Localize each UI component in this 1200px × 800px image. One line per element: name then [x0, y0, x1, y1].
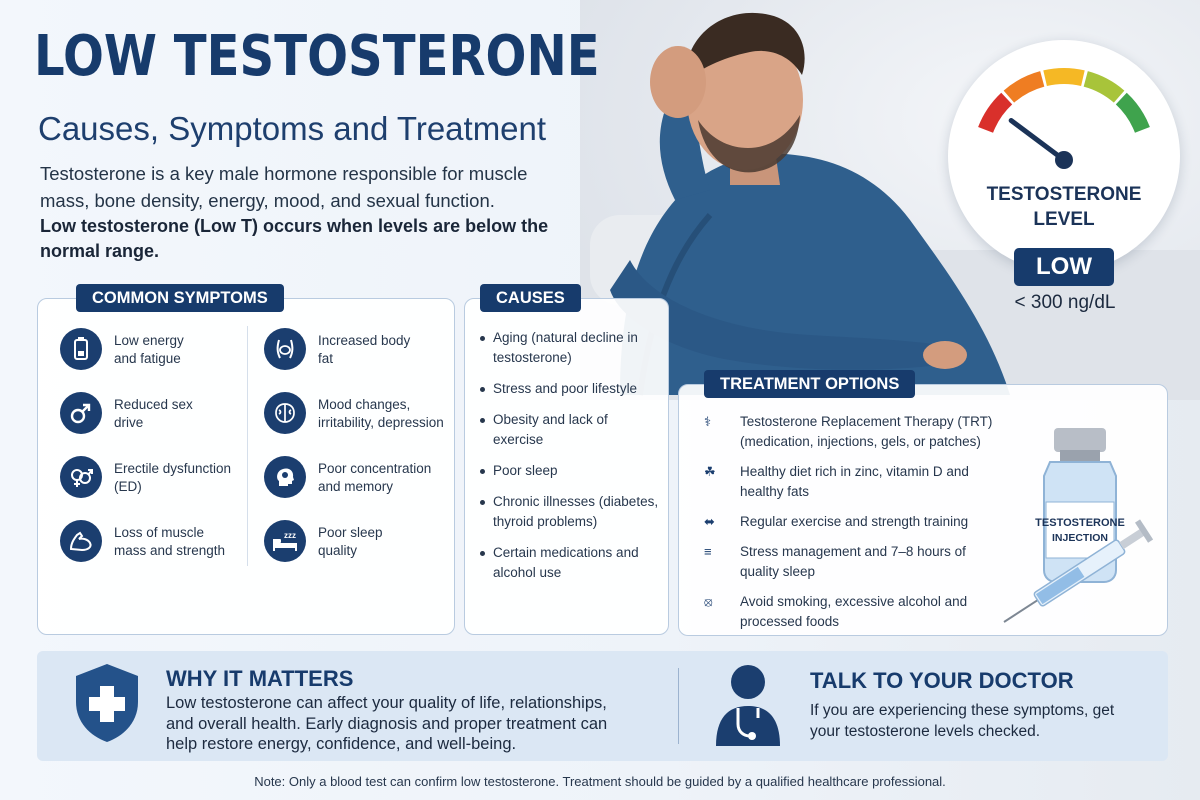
cause-item: Obesity and lack of exercise [480, 410, 660, 450]
testosterone-gauge [948, 40, 1180, 272]
page-title: LOW TESTOSTERONE [34, 24, 600, 89]
vial-label-line1: TESTOSTERONE [1035, 517, 1125, 529]
cause-item: Poor sleep [480, 461, 660, 481]
low-status-badge: LOW [1014, 248, 1114, 286]
shield-cross-icon [72, 662, 142, 749]
cause-item: Certain medications and alcohol use [480, 543, 660, 583]
bed-sleep-icon [264, 520, 306, 562]
gauge-label [948, 182, 1180, 232]
gauge-segment [1045, 76, 1083, 78]
treatment-item [704, 512, 1004, 532]
symptom-label: Poor sleep quality [318, 525, 383, 558]
symptom-label: Low energy and fatigue [114, 333, 184, 366]
dumbbell-icon: ⬌ [704, 514, 715, 529]
gauge-label-line1: TESTOSTERONE [986, 184, 1142, 205]
why-it-matters-title: WHY IT MATTERS [166, 666, 354, 691]
gauge-needle [1011, 120, 1064, 160]
cause-item: Chronic illnesses (diabetes, thyroid problems) [480, 492, 660, 532]
male-symbol-icon [60, 392, 102, 434]
symptom-item [264, 456, 431, 498]
treatment-label: Stress management and 7–8 hours of quality sleep [740, 544, 966, 579]
intro-text: Testosterone is a key male hormone responsible for muscle mass, bone density, energy, mood, and sexual function. [40, 163, 528, 211]
vial-label-line2: INJECTION [1051, 532, 1109, 544]
cause-item: Stress and poor lifestyle [480, 379, 660, 399]
page-subtitle: Causes, Symptoms and Treatment [38, 110, 547, 147]
body-fat-icon [264, 328, 306, 370]
muscle-arm-icon [60, 520, 102, 562]
treatment-heading: TREATMENT OPTIONS [704, 370, 915, 398]
doctor-icon [712, 660, 784, 751]
gender-symbols-icon [60, 456, 102, 498]
gauge-segment [1009, 79, 1042, 97]
disclaimer-note: Note: Only a blood test can confirm low testosterone. Treatment should be guided by a qualified healthcare professional. [254, 774, 946, 789]
talk-to-doctor-title: TALK TO YOUR DOCTOR [810, 668, 1074, 693]
no-smoking-icon: ⦻ [704, 594, 713, 609]
treatment-item [704, 412, 1004, 452]
symptom-label: Mood changes, irritability, depression [318, 397, 444, 430]
low-threshold-value: < 300 ng/dL [1014, 292, 1116, 313]
apple-icon: ☘ [704, 464, 716, 479]
syringe-icon: ⚕ [704, 414, 712, 429]
svg-text:zzz: zzz [284, 531, 296, 540]
symptom-label: Poor concentration and memory [318, 461, 432, 494]
symptoms-divider [247, 326, 248, 566]
symptom-item [264, 328, 410, 370]
band-divider [678, 668, 679, 744]
gauge-segment [986, 99, 1007, 130]
symptom-label: Loss of muscle mass and strength [114, 525, 226, 558]
gauge-hub [1055, 151, 1073, 169]
gauge-segment [1086, 79, 1119, 97]
symptom-label: Erectile dysfunction (ED) [114, 461, 232, 494]
causes-heading: CAUSES [480, 284, 581, 312]
cause-item: Aging (natural decline in testosterone) [480, 328, 660, 368]
gauge-label-line2: LEVEL [1033, 209, 1095, 230]
symptom-item [60, 520, 225, 562]
sleep-icon: ≡ [704, 544, 712, 559]
symptom-item [60, 392, 193, 434]
treatment-item [704, 462, 1004, 502]
treatment-item [704, 542, 1004, 582]
treatment-item [704, 592, 1004, 632]
symptoms-heading: COMMON SYMPTOMS [76, 284, 284, 312]
vial-syringe-illustration [1000, 420, 1170, 630]
battery-icon [60, 328, 102, 370]
treatment-label: Avoid smoking, excessive alcohol and processed foods [740, 594, 968, 629]
gauge-dial-icon [948, 40, 1180, 272]
talk-to-doctor-text: If you are experiencing these symptoms, get your testosterone levels checked. [810, 702, 1115, 740]
treatment-label: Regular exercise and strength training [740, 514, 969, 529]
intro-definition: Low testosterone (Low T) occurs when levels are below the normal range. [40, 216, 549, 261]
head-icon [264, 456, 306, 498]
treatment-label: Testosterone Replacement Therapy (TRT) (medication, injections, gels, or patches) [740, 414, 993, 449]
symptom-item [264, 520, 383, 562]
symptom-label: Increased body fat [318, 333, 411, 366]
symptom-label: Reduced sex drive [114, 397, 193, 430]
vial-icon [1000, 420, 1170, 630]
brain-icon [264, 392, 306, 434]
symptom-item [264, 392, 444, 434]
treatment-label: Healthy diet rich in zinc, vitamin D and healthy fats [740, 464, 969, 499]
symptom-item [60, 456, 231, 498]
causes-list [480, 328, 660, 594]
symptom-item [60, 328, 184, 370]
why-it-matters-text: Low testosterone can affect your quality of life, relationships, and overall health. Early diagnosis and proper treatment can help restore energy, confidence, and well-being. [166, 694, 608, 753]
treatment-list [704, 412, 1004, 642]
gauge-segment [1121, 99, 1142, 130]
